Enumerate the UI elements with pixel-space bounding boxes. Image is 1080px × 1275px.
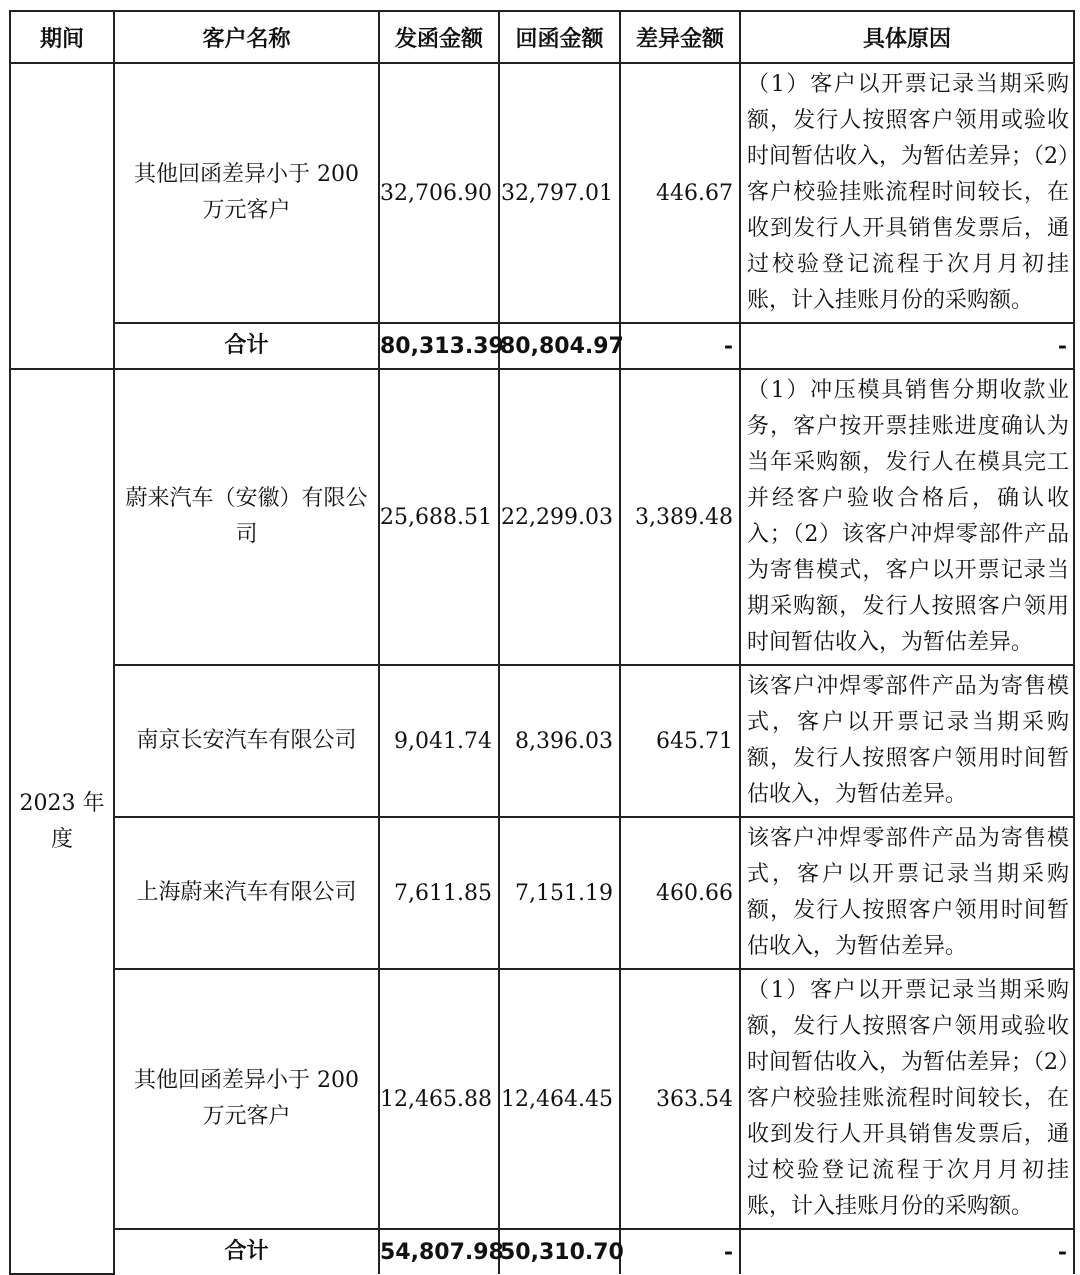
header-replied-amount: 回函金额: [499, 11, 620, 63]
reason-text: （1）客户以开票记录当期采购额，发行人按照客户领用或验收时间暂估收入，为暂估差异；（2）客户校验挂账流程时间较长，在收到发行人开具销售发票后，通过校验登记流程于次月月初挂账，计入挂账月份的采购额。: [740, 969, 1074, 1229]
table-row: [10, 63, 1074, 323]
total-label: 合计: [114, 1229, 379, 1274]
difference-amount: 645.71: [620, 665, 740, 817]
total-sent-amount: 80,313.39: [379, 323, 499, 369]
table-row: [10, 369, 1074, 665]
reason-text: 该客户冲焊零部件产品为寄售模式，客户以开票记录当期采购额，发行人按照客户领用时间暂估收入，为暂估差异。: [740, 665, 1074, 817]
header-row: [10, 11, 1074, 63]
difference-amount: 446.67: [620, 63, 740, 323]
period-cell-prev: [10, 63, 114, 369]
difference-amount: 363.54: [620, 969, 740, 1229]
customer-name: 其他回函差异小于 200 万元客户: [114, 63, 379, 323]
sent-amount: 25,688.51: [379, 369, 499, 665]
total-replied-amount: 50,310.70: [499, 1229, 620, 1274]
table-row: [10, 665, 1074, 817]
period-cell-2023: 2023 年度: [10, 369, 114, 1274]
reason-text: （1）客户以开票记录当期采购额，发行人按照客户领用或验收时间暂估收入，为暂估差异；（2）客户校验挂账流程时间较长，在收到发行人开具销售发票后，通过校验登记流程于次月月初挂账，计入挂账月份的采购额。: [740, 63, 1074, 323]
reason-text: （1）冲压模具销售分期收款业务，客户按开票挂账进度确认为当年采购额，发行人在模具完工并经客户验收合格后，确认收入；（2）该客户冲焊零部件产品为寄售模式，客户以开票记录当期采购额，发行人按照客户领用时间暂估收入，为暂估差异。: [740, 369, 1074, 665]
total-row: [10, 323, 1074, 369]
customer-name: 其他回函差异小于 200 万元客户: [114, 969, 379, 1229]
header-period: 期间: [10, 11, 114, 63]
total-reason: -: [740, 1229, 1074, 1274]
sent-amount: 7,611.85: [379, 817, 499, 969]
customer-name: 蔚来汽车（安徽）有限公司: [114, 369, 379, 665]
customer-name: 南京长安汽车有限公司: [114, 665, 379, 817]
table-row: [10, 969, 1074, 1229]
table-row: [10, 817, 1074, 969]
difference-amount: 460.66: [620, 817, 740, 969]
sent-amount: 12,465.88: [379, 969, 499, 1229]
total-difference: -: [620, 1229, 740, 1274]
difference-amount: 3,389.48: [620, 369, 740, 665]
customer-name: 上海蔚来汽车有限公司: [114, 817, 379, 969]
sent-amount: 32,706.90: [379, 63, 499, 323]
reason-text: 该客户冲焊零部件产品为寄售模式，客户以开票记录当期采购额，发行人按照客户领用时间暂估收入，为暂估差异。: [740, 817, 1074, 969]
replied-amount: 32,797.01: [499, 63, 620, 323]
header-customer: 客户名称: [114, 11, 379, 63]
header-sent-amount: 发函金额: [379, 11, 499, 63]
replied-amount: 22,299.03: [499, 369, 620, 665]
total-replied-amount: 80,804.97: [499, 323, 620, 369]
replied-amount: 7,151.19: [499, 817, 620, 969]
header-reason: 具体原因: [740, 11, 1074, 63]
total-difference: -: [620, 323, 740, 369]
header-difference: 差异金额: [620, 11, 740, 63]
sent-amount: 9,041.74: [379, 665, 499, 817]
replied-amount: 12,464.45: [499, 969, 620, 1229]
replied-amount: 8,396.03: [499, 665, 620, 817]
total-label: 合计: [114, 323, 379, 369]
total-reason: -: [740, 323, 1074, 369]
confirmation-difference-table: [9, 10, 1075, 1275]
total-sent-amount: 54,807.98: [379, 1229, 499, 1274]
